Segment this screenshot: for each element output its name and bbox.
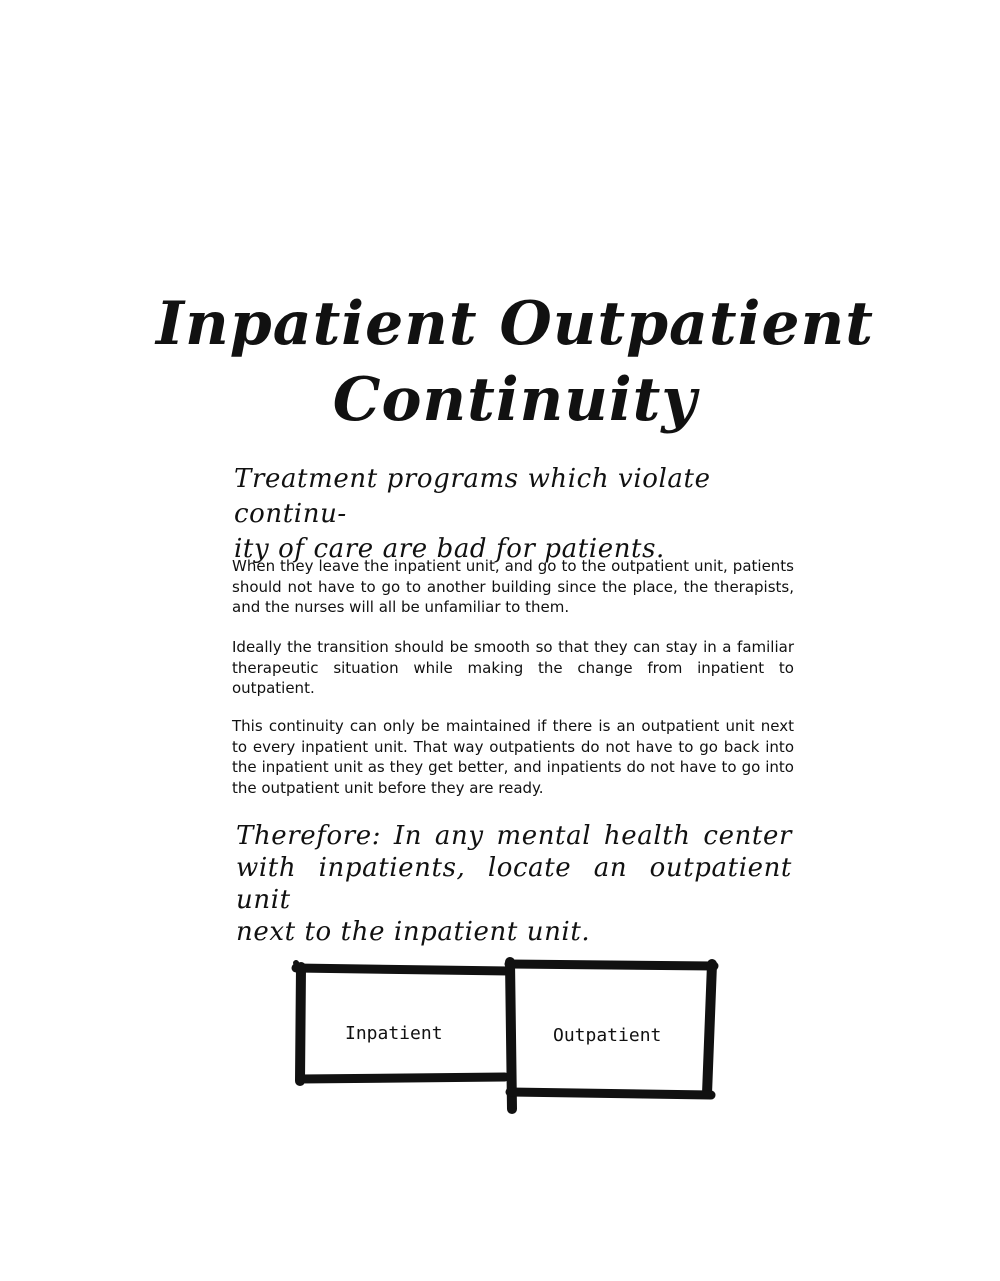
problem-statement-line-2: ity of care are bad for patients. (234, 534, 665, 564)
solution-line-3: next to the inpatient unit. (236, 917, 591, 947)
solution-line-1: Therefore: In any mental health center (236, 821, 792, 851)
inpatient-label: Inpatient (345, 1023, 443, 1044)
problem-statement-line-1: Treatment programs which violate continu- (234, 464, 711, 529)
title-line-1: Inpatient Outpatient (156, 289, 874, 359)
inpatient-box (296, 963, 510, 1081)
title-line-2: Continuity (332, 365, 698, 435)
body-paragraph-3: This continuity can only be maintained if there is an outpatient unit next to every inpatient unit. That way outpatients do not have to go back into the inpatient unit as they get better, and inpatients do not have to go into the outpatient unit before they are ready. (232, 717, 794, 797)
solution-line-2: with inpatients, locate an outpatient unit (236, 853, 792, 915)
body-paragraph-1: When they leave the inpatient unit, and go to the outpatient unit, patients should not have to go to another building since the place, the therapists, and the nurses will all be unfamiliar to them. (232, 557, 794, 616)
body-paragraph-2: Ideally the transition should be smooth so that they can stay in a familiar therapeutic situation while making the change from inpatient to outpatient. (232, 638, 794, 697)
outpatient-label: Outpatient (553, 1025, 662, 1046)
